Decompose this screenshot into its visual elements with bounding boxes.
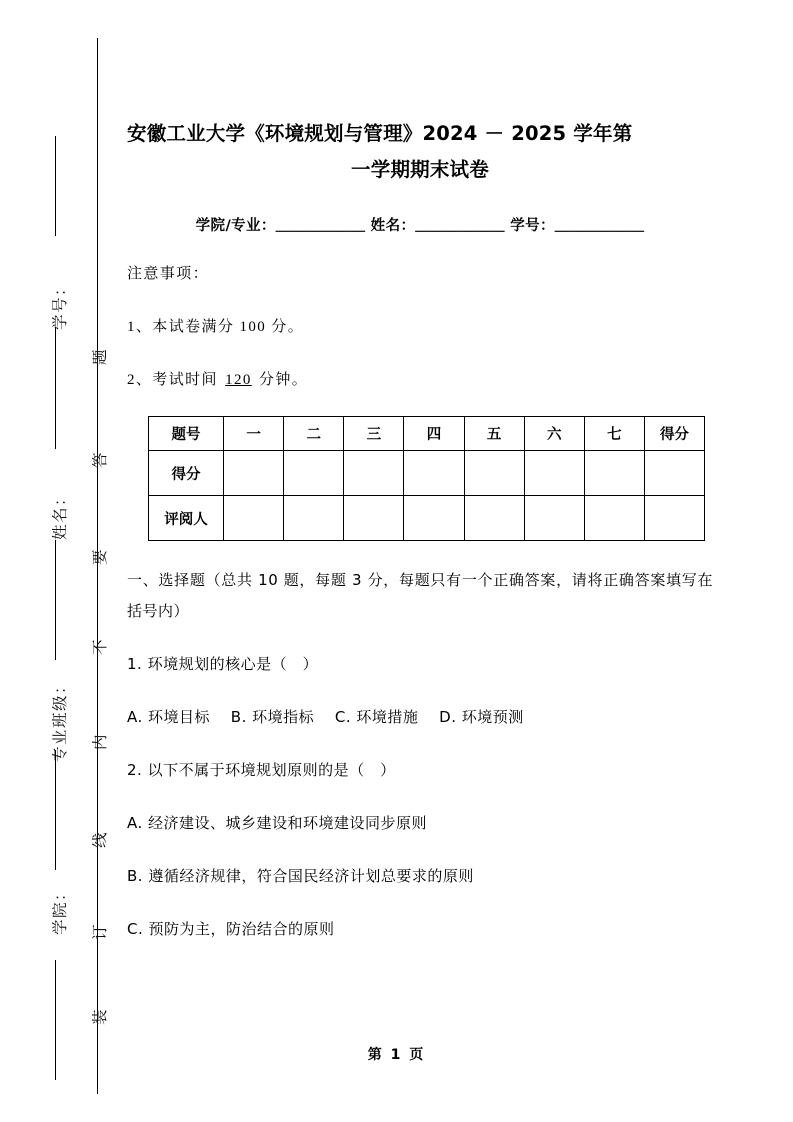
notice-item-duration xyxy=(127,365,713,396)
seal-char: 装 xyxy=(92,1009,109,1025)
table-row xyxy=(149,496,705,541)
page-title xyxy=(127,116,713,188)
question-stem-1: 1. 环境规划的核心是（ ） xyxy=(127,655,319,673)
question-options-1: A. 环境目标 B. 环境指标 C. 环境措施 D. 环境预测 xyxy=(127,708,524,726)
score-cell[interactable] xyxy=(464,451,524,496)
section-heading: 一、选择题（总共 10 题，每题 3 分，每题只有一个正确答案，请将正确答案填写在括号内） xyxy=(127,571,713,620)
reviewer-cell[interactable] xyxy=(644,496,704,541)
seal-char: 题 xyxy=(92,349,109,365)
student-info-line: 学院/专业：＿＿＿＿＿＿ 姓名：＿＿＿＿＿＿ 学号：＿＿＿＿＿＿ xyxy=(195,218,645,234)
score-table-col-header: 五 xyxy=(464,417,524,451)
score-table-col-header: 一 xyxy=(224,417,284,451)
score-cell[interactable] xyxy=(404,451,464,496)
document-body xyxy=(127,0,713,945)
score-table-col-header: 七 xyxy=(584,417,644,451)
table-row-header xyxy=(149,417,705,451)
question-stem-2: 2. 以下不属于环境规划原则的是（ ） xyxy=(127,761,396,779)
seal-label-class: 专业班级： xyxy=(52,676,69,762)
reviewer-cell[interactable] xyxy=(404,496,464,541)
question-option-2b: B. 遵循经济规律，符合国民经济计划总要求的原则 xyxy=(127,867,474,885)
score-table-row-header: 得分 xyxy=(149,451,224,496)
score-table-col-header: 六 xyxy=(524,417,584,451)
notice-heading: 注意事项： xyxy=(127,266,210,282)
title-line-2: 一学期期末试卷 xyxy=(351,158,489,181)
reviewer-cell[interactable] xyxy=(524,496,584,541)
notice-duration-value: 120 xyxy=(225,372,252,388)
notice-duration-after: 分钟。 xyxy=(258,372,309,388)
score-table-row-header: 评阅人 xyxy=(149,496,224,541)
reviewer-cell[interactable] xyxy=(584,496,644,541)
question-option-2c: C. 预防为主，防治结合的原则 xyxy=(127,920,335,938)
seal-char: 内 xyxy=(92,734,109,750)
seal-line-segment xyxy=(55,540,56,660)
seal-label-student-id: 学号： xyxy=(52,278,69,330)
score-cell[interactable] xyxy=(584,451,644,496)
score-cell[interactable] xyxy=(284,451,344,496)
seal-line-segment xyxy=(55,136,56,236)
question-option-2a: A. 经济建设、城乡建设和环境建设同步原则 xyxy=(127,814,428,832)
seal-label-name: 姓名： xyxy=(52,488,69,540)
page-footer: 第 1 页 xyxy=(367,1047,426,1063)
score-cell[interactable] xyxy=(524,451,584,496)
reviewer-cell[interactable] xyxy=(464,496,524,541)
table-row xyxy=(149,451,705,496)
reviewer-cell[interactable] xyxy=(284,496,344,541)
seal-label-college: 学院： xyxy=(52,883,69,935)
title-line-1: 安徽工业大学《环境规划与管理》2024 － 2025 学年第 xyxy=(127,122,633,145)
seal-line-segment xyxy=(55,750,56,870)
score-table-wrapper xyxy=(148,416,713,541)
score-table xyxy=(148,416,705,541)
score-table-col-header: 三 xyxy=(344,417,404,451)
reviewer-cell[interactable] xyxy=(224,496,284,541)
score-cell[interactable] xyxy=(344,451,404,496)
score-table-row-header: 题号 xyxy=(149,417,224,451)
score-cell[interactable] xyxy=(644,451,704,496)
score-table-col-header: 得分 xyxy=(644,417,704,451)
seal-line-segment xyxy=(55,327,56,449)
seal-char: 不 xyxy=(92,639,109,655)
notice-duration-before: 2、考试时间 xyxy=(127,372,218,388)
seal-char: 答 xyxy=(92,452,109,468)
reviewer-cell[interactable] xyxy=(344,496,404,541)
seal-char: 订 xyxy=(92,924,109,940)
seal-char: 线 xyxy=(92,832,109,848)
section-choice-questions xyxy=(127,565,713,945)
score-table-col-header: 二 xyxy=(284,417,344,451)
score-cell[interactable] xyxy=(224,451,284,496)
seal-char: 要 xyxy=(92,549,109,565)
notice-item-total-score: 1、本试卷满分 100 分。 xyxy=(127,319,305,335)
score-table-col-header: 四 xyxy=(404,417,464,451)
